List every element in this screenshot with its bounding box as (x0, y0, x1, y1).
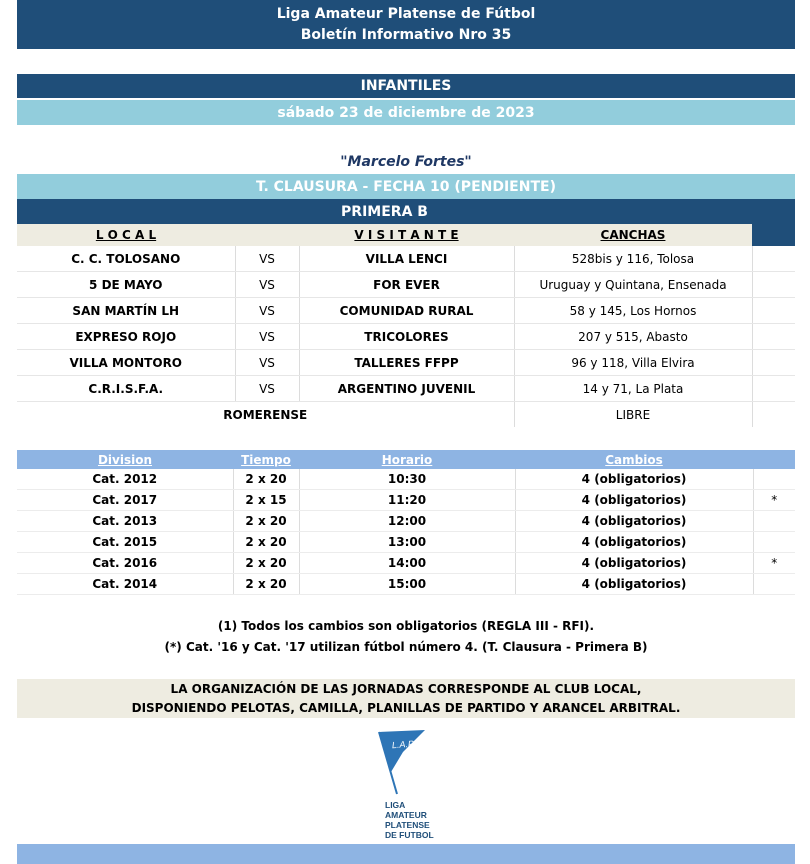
schedule-header-row (17, 450, 795, 469)
substitutions-cell: 4 (obligatorios) (515, 532, 753, 553)
table-row (17, 532, 795, 553)
substitutions-cell: 4 (obligatorios) (515, 469, 753, 490)
footer-bar (17, 844, 795, 864)
local-team: EXPRESO ROJO (17, 324, 235, 350)
header-vs-blank (235, 224, 299, 246)
visiting-team: FOR EVER (299, 272, 514, 298)
category-title: INFANTILES (17, 74, 795, 98)
logo-line-1: LIGA (385, 800, 406, 810)
header-tiempo: Tiempo (233, 450, 299, 469)
footnote-mark: * (753, 490, 795, 511)
visiting-team: ARGENTINO JUVENIL (299, 376, 514, 402)
duration-cell: 2 x 20 (233, 553, 299, 574)
organization-line-2: DISPONIENDO PELOTAS, CAMILLA, PLANILLAS DE PARTIDO Y ARANCEL ARBITRAL. (131, 700, 681, 715)
vs-label: VS (235, 324, 299, 350)
local-team: SAN MARTÍN LH (17, 298, 235, 324)
table-row (17, 511, 795, 532)
tournament-title: T. CLAUSURA - FECHA 10 (PENDIENTE) (17, 174, 795, 199)
table-row (17, 490, 795, 511)
bye-row (17, 402, 795, 428)
time-cell: 10:30 (299, 469, 515, 490)
header-canchas: CANCHAS (514, 224, 752, 246)
header-gap (752, 224, 795, 246)
logo-line-4: DE FUTBOL (385, 830, 434, 840)
flag-icon (379, 730, 425, 772)
category-cell: Cat. 2014 (17, 574, 233, 595)
logo-line-3: PLATENSE (385, 820, 430, 830)
table-row (17, 553, 795, 574)
category-cell: Cat. 2015 (17, 532, 233, 553)
footnote-mark (753, 574, 795, 595)
duration-cell: 2 x 15 (233, 490, 299, 511)
dedication: "Marcelo Fortes" (340, 154, 472, 170)
footnote-mark (753, 511, 795, 532)
footnote-2: (*) Cat. '16 y Cat. '17 utilizan fútbol número 4. (T. Clausura - Primera B) (164, 640, 648, 654)
table-row (17, 298, 795, 324)
bye-team: ROMERENSE (17, 402, 514, 428)
header-cambios: Cambios (515, 450, 753, 469)
venue: 14 y 71, La Plata (514, 376, 752, 402)
time-cell: 11:20 (299, 490, 515, 511)
vs-label: VS (235, 350, 299, 376)
local-team: 5 DE MAYO (17, 272, 235, 298)
venue: Uruguay y Quintana, Ensenada (514, 272, 752, 298)
substitutions-cell: 4 (obligatorios) (515, 553, 753, 574)
table-row (17, 246, 795, 272)
match-date: sábado 23 de diciembre de 2023 (17, 100, 795, 125)
table-row (17, 469, 795, 490)
visiting-team: TALLERES FFPP (299, 350, 514, 376)
category-cell: Cat. 2017 (17, 490, 233, 511)
category-cell: Cat. 2016 (17, 553, 233, 574)
fixture-header-row (17, 224, 795, 246)
category-cell: Cat. 2012 (17, 469, 233, 490)
duration-cell: 2 x 20 (233, 469, 299, 490)
time-cell: 14:00 (299, 553, 515, 574)
table-row (17, 350, 795, 376)
footnote-mark: * (753, 553, 795, 574)
footnote-mark (753, 532, 795, 553)
local-team: VILLA MONTORO (17, 350, 235, 376)
organization-line-1: LA ORGANIZACIÓN DE LAS JORNADAS CORRESPONDE AL CLUB LOCAL, (170, 681, 642, 696)
header-visitante: V I S I T A N T E (299, 224, 514, 246)
bye-label: LIBRE (514, 402, 752, 428)
league-title: Liga Amateur Platense de Fútbol (276, 5, 536, 22)
header-division: Division (17, 450, 233, 469)
vs-label: VS (235, 376, 299, 402)
organization-notice (17, 679, 795, 718)
venue: 207 y 515, Abasto (514, 324, 752, 350)
logo-line-2: AMATEUR (385, 810, 427, 820)
substitutions-cell: 4 (obligatorios) (515, 574, 753, 595)
footnote-1: (1) Todos los cambios son obligatorios (REGLA III - RFI). (217, 619, 595, 633)
bulletin-header (17, 0, 795, 49)
local-team: C. C. TOLOSANO (17, 246, 235, 272)
venue: 96 y 118, Villa Elvira (514, 350, 752, 376)
visiting-team: TRICOLORES (299, 324, 514, 350)
logo-flag-text: L.A.P. (391, 738, 416, 751)
league-logo (365, 726, 445, 844)
table-row (17, 272, 795, 298)
category-cell: Cat. 2013 (17, 511, 233, 532)
vs-label: VS (235, 272, 299, 298)
visiting-team: COMUNIDAD RURAL (299, 298, 514, 324)
header-mark (753, 450, 795, 469)
duration-cell: 2 x 20 (233, 574, 299, 595)
header-local: L O C A L (17, 224, 235, 246)
vs-label: VS (235, 298, 299, 324)
vs-label: VS (235, 246, 299, 272)
venue: 528bis y 116, Tolosa (514, 246, 752, 272)
visiting-team: VILLA LENCI (299, 246, 514, 272)
footnotes (17, 616, 795, 658)
schedule-table (17, 450, 795, 595)
local-team: C.R.I.S.F.A. (17, 376, 235, 402)
venue: 58 y 145, Los Hornos (514, 298, 752, 324)
duration-cell: 2 x 20 (233, 511, 299, 532)
time-cell: 13:00 (299, 532, 515, 553)
footnote-mark (753, 469, 795, 490)
table-row (17, 324, 795, 350)
header-horario: Horario (299, 450, 515, 469)
table-row (17, 574, 795, 595)
substitutions-cell: 4 (obligatorios) (515, 511, 753, 532)
division-title: PRIMERA B (17, 199, 752, 224)
bulletin-number: Boletín Informativo Nro 35 (300, 26, 512, 43)
table-row (17, 376, 795, 402)
fixture-table (17, 224, 795, 427)
time-cell: 15:00 (299, 574, 515, 595)
duration-cell: 2 x 20 (233, 532, 299, 553)
time-cell: 12:00 (299, 511, 515, 532)
substitutions-cell: 4 (obligatorios) (515, 490, 753, 511)
